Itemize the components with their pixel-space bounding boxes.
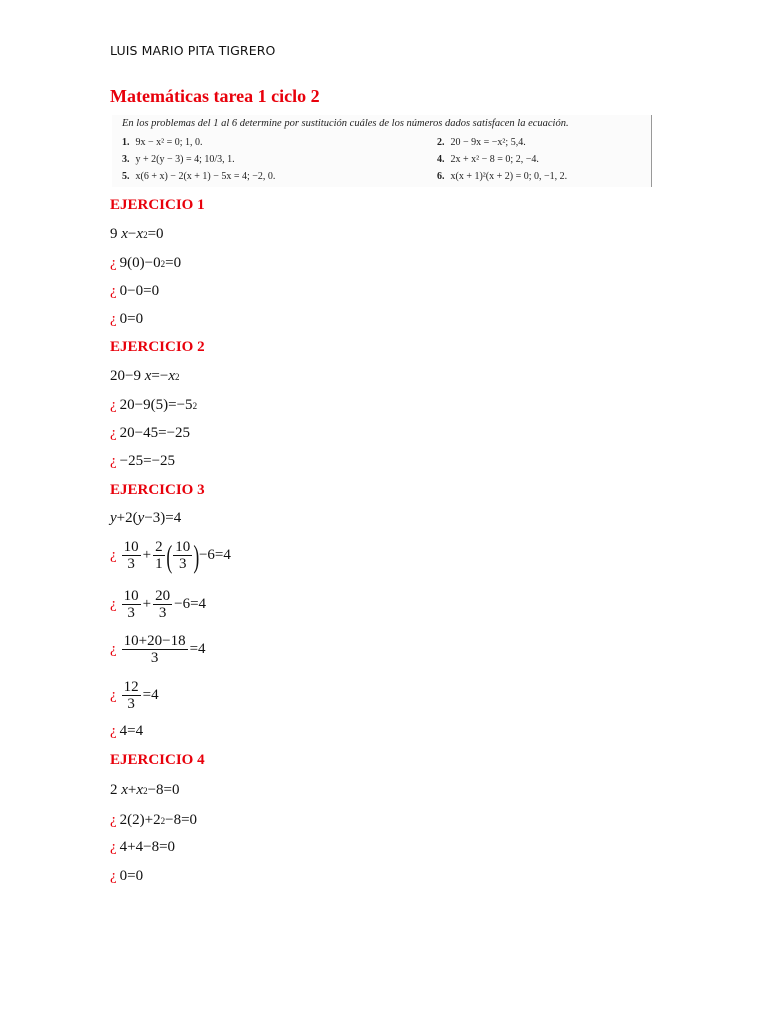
problems-image: [112, 115, 652, 187]
exercise-3-line-2: ¿ $\frac{10}{3}$ + $\frac{2}{1}$ ( $\frac{10}{3}$ ) −6=4: [110, 537, 231, 574]
exercise-2-line-3: ¿ 20−45=−25: [110, 425, 191, 441]
problem-5: 5. x(6 + x) − 2(x + 1) − 5x = 4; −2, 0.: [122, 171, 276, 182]
document-title: Matemáticas tarea 1 ciclo 2: [110, 86, 320, 106]
problem-6: 6. x(x + 1)²(x + 2) = 0; 0, −1, 2.: [437, 171, 568, 182]
exercise-3-line-4: ¿ $\frac{10+20-18}{3}$ =4: [110, 633, 206, 666]
exercise-3-line-3: ¿ $\frac{10}{3}$ + $\frac{20}{3}$ −6=4: [110, 588, 207, 621]
exercise-1-heading: EJERCICIO 1: [110, 197, 205, 213]
exercise-3-line-6: ¿ 4=4: [110, 723, 144, 739]
problems-intro: En los problemas del 1 al 6 determine por sustitución cuáles de los números dados satisfacen la ecuación.: [122, 118, 569, 129]
exercise-2-line-1: 20−9 x =− x 2: [110, 368, 180, 384]
exercise-3-line-1: y +2 ( y −3 ) =4: [110, 510, 182, 526]
exercise-4-line-1: 2 x + x 2 −8=0: [110, 782, 180, 798]
exercise-1-line-1: 9 x − x 2 =0: [110, 226, 164, 242]
problem-4: 4. 2x + x² − 8 = 0; 2, −4.: [437, 154, 539, 165]
exercise-4-heading: EJERCICIO 4: [110, 752, 205, 768]
problem-1: 1. 9x − x² = 0; 1, 0.: [122, 137, 203, 148]
exercise-4-line-2: ¿ 2 ( 2 ) +2 2 −8=0: [110, 812, 198, 828]
exercise-1-line-3: ¿ 0−0=0: [110, 283, 160, 299]
exercise-2-line-2: ¿ 20−9 ( 5 ) =−5 2: [110, 397, 198, 413]
author-name: LUIS MARIO PITA TIGRERO: [110, 43, 276, 58]
exercise-3-line-5: ¿ $\frac{12}{3}$ =4: [110, 679, 159, 712]
exercise-4-line-4: ¿ 0=0: [110, 868, 144, 884]
problem-2: 2. 20 − 9x = −x²; 5,4.: [437, 137, 526, 148]
exercise-1-line-4: ¿ 0=0: [110, 311, 144, 327]
exercise-2-heading: EJERCICIO 2: [110, 339, 205, 355]
exercise-4-line-3: ¿ 4+4−8=0: [110, 839, 176, 855]
exercise-3-heading: EJERCICIO 3: [110, 482, 205, 498]
exercise-1-line-2: ¿ 9 ( 0 ) −0 2 =0: [110, 255, 182, 271]
problem-3: 3. y + 2(y − 3) = 4; 10/3, 1.: [122, 154, 235, 165]
exercise-2-line-4: ¿ −25=−25: [110, 453, 176, 469]
